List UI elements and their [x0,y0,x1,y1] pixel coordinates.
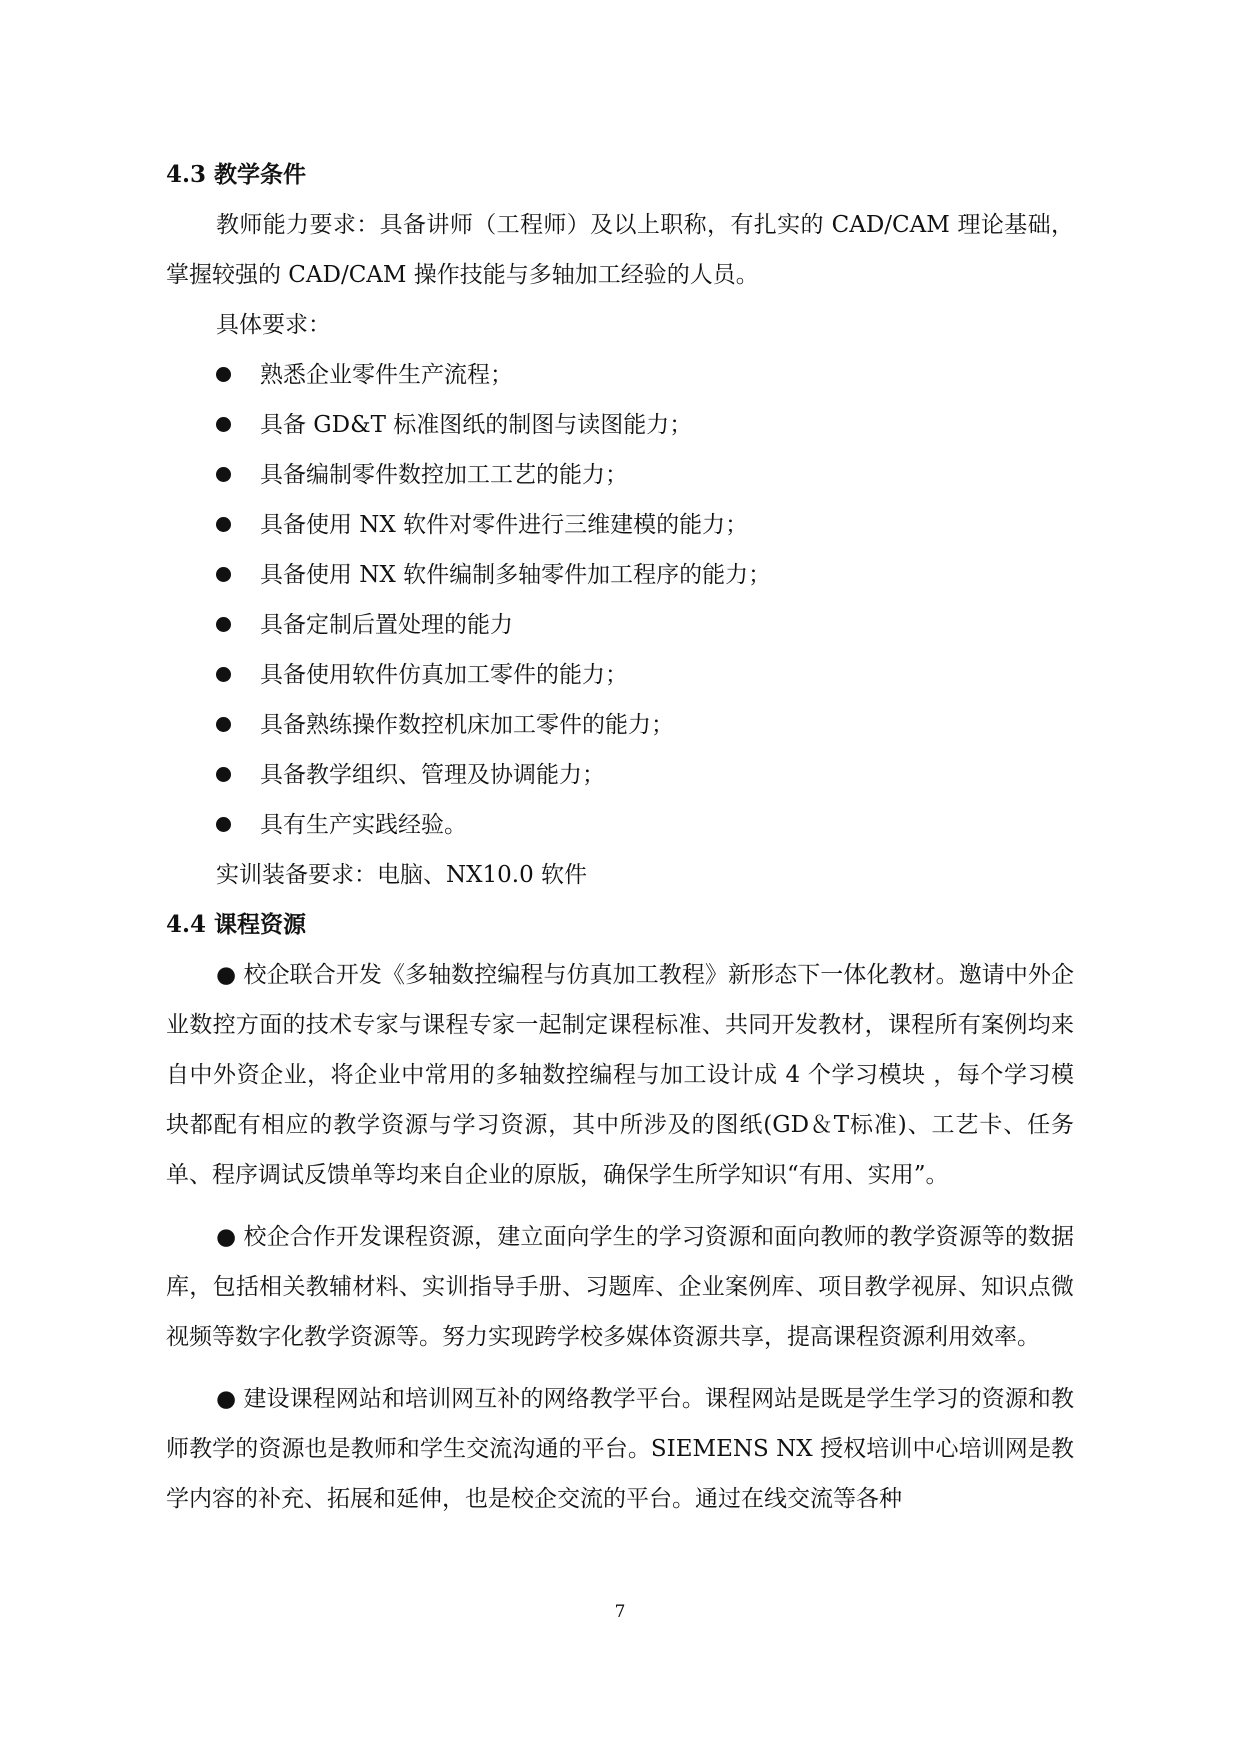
list-item [166,400,1074,450]
list-item-text: 熟悉企业零件生产流程； [260,362,513,388]
list-item [166,750,1074,800]
bullet-icon [216,367,231,382]
resource-paragraph-1: ● 校企联合开发《多轴数控编程与仿真加工教程》新形态下一体化教材。邀请中外企业数控方面的技术专家与课程专家一起制定课程标准、共同开发教材，课程所有案例均来自中外资企业，将企业中常用的多轴数控编程与加工设计成 4 个学习模块 ，每个学习模块都配有相应的教学资源与学习资源，其中所涉及的图纸(GD＆T标准)、工艺卡、任务单、程序调试反馈单等均来自企业的原版，确保学生所学知识“有用、实用”。 [166,962,1074,1188]
list-item [166,450,1074,500]
teacher-requirement-paragraph: 教师能力要求：具备讲师（工程师）及以上职称，有扎实的 CAD/CAM 理论基础，掌握较强的 CAD/CAM 操作技能与多轴加工经验的人员。 [166,212,1074,288]
section-heading-4-3: 4.3 教学条件 [166,161,307,188]
list-item-text: 具备定制后置处理的能力 [260,612,513,638]
list-item [166,600,1074,650]
list-item-text: 具备使用 NX 软件编制多轴零件加工程序的能力； [260,562,772,588]
bullet-icon [216,617,231,632]
bullet-icon [216,517,231,532]
list-item-text: 具备教学组织、管理及协调能力； [260,762,605,788]
page-number: 7 [614,1602,626,1622]
list-item-text: 具备使用软件仿真加工零件的能力； [260,662,628,688]
bullet-icon [216,417,231,432]
list-item [166,500,1074,550]
list-item [166,350,1074,400]
section-heading-4-4: 4.4 课程资源 [166,911,307,938]
list-item-text: 具备编制零件数控加工工艺的能力； [260,462,628,488]
page-content [166,150,1074,1524]
requirements-list [166,350,1074,850]
equipment-requirement: 实训装备要求：电脑、NX10.0 软件 [216,862,588,888]
list-item-text: 具备使用 NX 软件对零件进行三维建模的能力； [260,512,749,538]
specific-requirements-label: 具体要求： [216,312,331,338]
list-item [166,700,1074,750]
list-item [166,800,1074,850]
bullet-icon [216,667,231,682]
bullet-icon [216,467,231,482]
list-item [166,650,1074,700]
bullet-icon [216,717,231,732]
bullet-icon [216,767,231,782]
list-item-text: 具有生产实践经验。 [260,812,467,838]
bullet-icon [216,817,231,832]
list-item-text: 具备 GD&T 标准图纸的制图与读图能力； [260,412,693,438]
resource-paragraph-2: ● 校企合作开发课程资源，建立面向学生的学习资源和面向教师的教学资源等的数据库，包括相关教辅材料、实训指导手册、习题库、企业案例库、项目教学视屏、知识点微视频等数字化教学资源等。努力实现跨学校多媒体资源共享，提高课程资源利用效率。 [166,1224,1074,1350]
bullet-icon [216,567,231,582]
list-item-text: 具备熟练操作数控机床加工零件的能力； [260,712,674,738]
list-item [166,550,1074,600]
resource-paragraph-3: ● 建设课程网站和培训网互补的网络教学平台。课程网站是既是学生学习的资源和教师教学的资源也是教师和学生交流沟通的平台。SIEMENS NX 授权培训中心培训网是教学内容的补充、拓展和延伸，也是校企交流的平台。通过在线交流等各种 [166,1386,1074,1512]
